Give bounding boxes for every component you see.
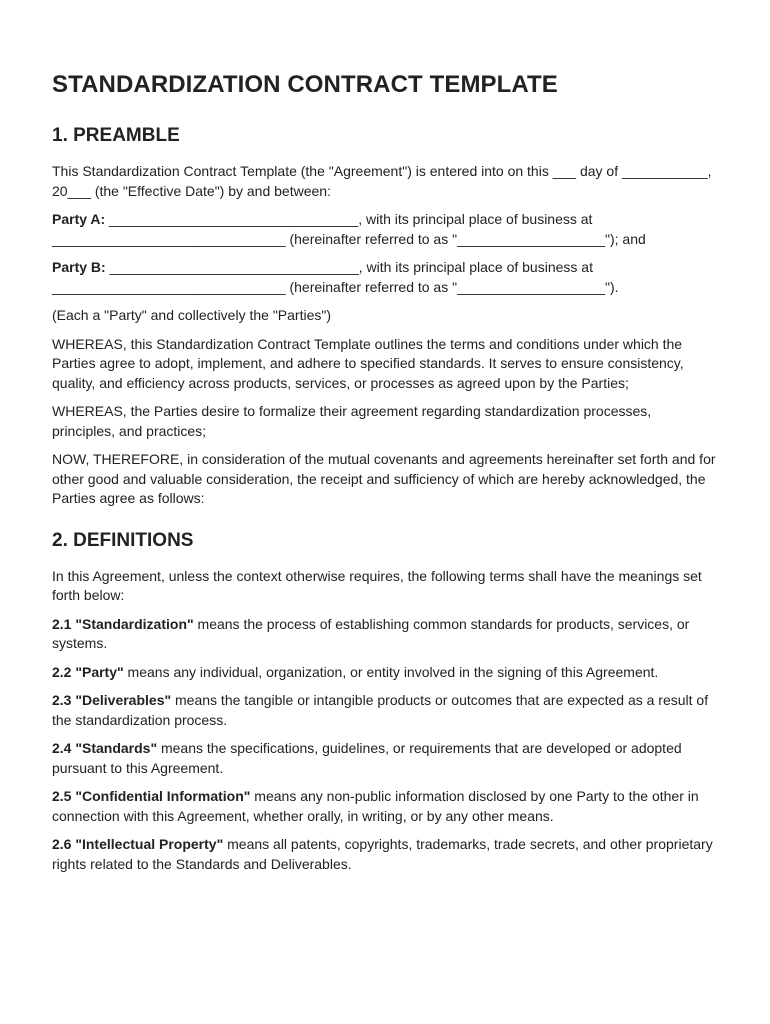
definitions-section — [52, 529, 718, 875]
definition-term: 2.1 "Standardization" — [52, 615, 194, 632]
definition-text: means the process of establishing common standards for products, services, or systems. — [52, 615, 690, 651]
party-a-label: Party A: — [52, 211, 106, 227]
document-page — [52, 70, 718, 894]
definition-term: 2.3 "Deliverables" — [52, 692, 172, 708]
definition-item — [52, 615, 718, 654]
definition-text: means any individual, organization, or entity involved in the signing of this Agreement. — [123, 663, 659, 680]
definition-item — [52, 835, 718, 874]
whereas-clause-2: WHEREAS, the Parties desire to formalize their agreement regarding standardization processes, principles, and practices; — [52, 403, 652, 439]
preamble-section — [52, 124, 718, 509]
definition-term: 2.5 "Confidential Information" — [52, 788, 251, 804]
definition-term: 2.4 "Standards" — [52, 740, 158, 756]
definition-text: means the specifications, guidelines, or requirements that are developed or adopted pursuant to this Agreement. — [52, 740, 682, 776]
definition-term: 2.2 "Party" — [52, 663, 124, 680]
definition-text: means all patents, copyrights, trademarks, trade secrets, and other proprietary rights related to the Standards and Deliverables. — [52, 836, 713, 872]
definitions-intro: In this Agreement, unless the context otherwise requires, the following terms shall have the meanings set forth below: — [52, 567, 702, 603]
preamble-heading: 1. PREAMBLE — [52, 125, 180, 146]
definition-text: means the tangible or intangible products or outcomes that are expected as a result of the standardization process. — [52, 692, 709, 728]
whereas-clause-1: WHEREAS, this Standardization Contract Template outlines the terms and conditions under which the Parties agree to adopt, implement, and adhere to specified standards. It serves to ensure consistency, quality, and efficiency across products, services, or processes as agreed upon by the Parties; — [52, 335, 684, 391]
document-title: STANDARDIZATION CONTRACT TEMPLATE — [52, 71, 558, 98]
party-a-paragraph — [52, 210, 718, 249]
party-b-label: Party B: — [52, 259, 106, 275]
definition-term: 2.6 "Intellectual Property" — [52, 836, 224, 852]
definition-item — [52, 691, 718, 730]
preamble-intro: This Standardization Contract Template (the "Agreement") is entered into on this ___ day of ___________, 20___ (the "Effective Date") by and between: — [52, 163, 712, 199]
party-b-paragraph — [52, 258, 718, 297]
now-therefore-clause: NOW, THEREFORE, in consideration of the mutual covenants and agreements hereinafter set forth and for other good and valuable consideration, the receipt and sufficiency of which are hereby acknowledged, the Parties agree as follows: — [52, 451, 716, 506]
definition-item — [52, 787, 718, 826]
definition-text: means any non-public information disclosed by one Party to the other in connection with this Agreement, whether orally, in writing, or by any other means. — [52, 788, 699, 824]
party-b-text: ________________________________, with its principal place of business at ______________________________ (hereinafter referred to as "___________________"). — [52, 259, 619, 295]
definitions-heading: 2. DEFINITIONS — [52, 529, 194, 551]
definition-item — [52, 739, 718, 778]
parties-note: (Each a "Party" and collectively the "Parties") — [52, 307, 331, 323]
party-a-text: ________________________________, with its principal place of business at ______________________________ (hereinafter referred to as "___________________"); and — [52, 211, 646, 247]
definition-item — [52, 663, 718, 683]
